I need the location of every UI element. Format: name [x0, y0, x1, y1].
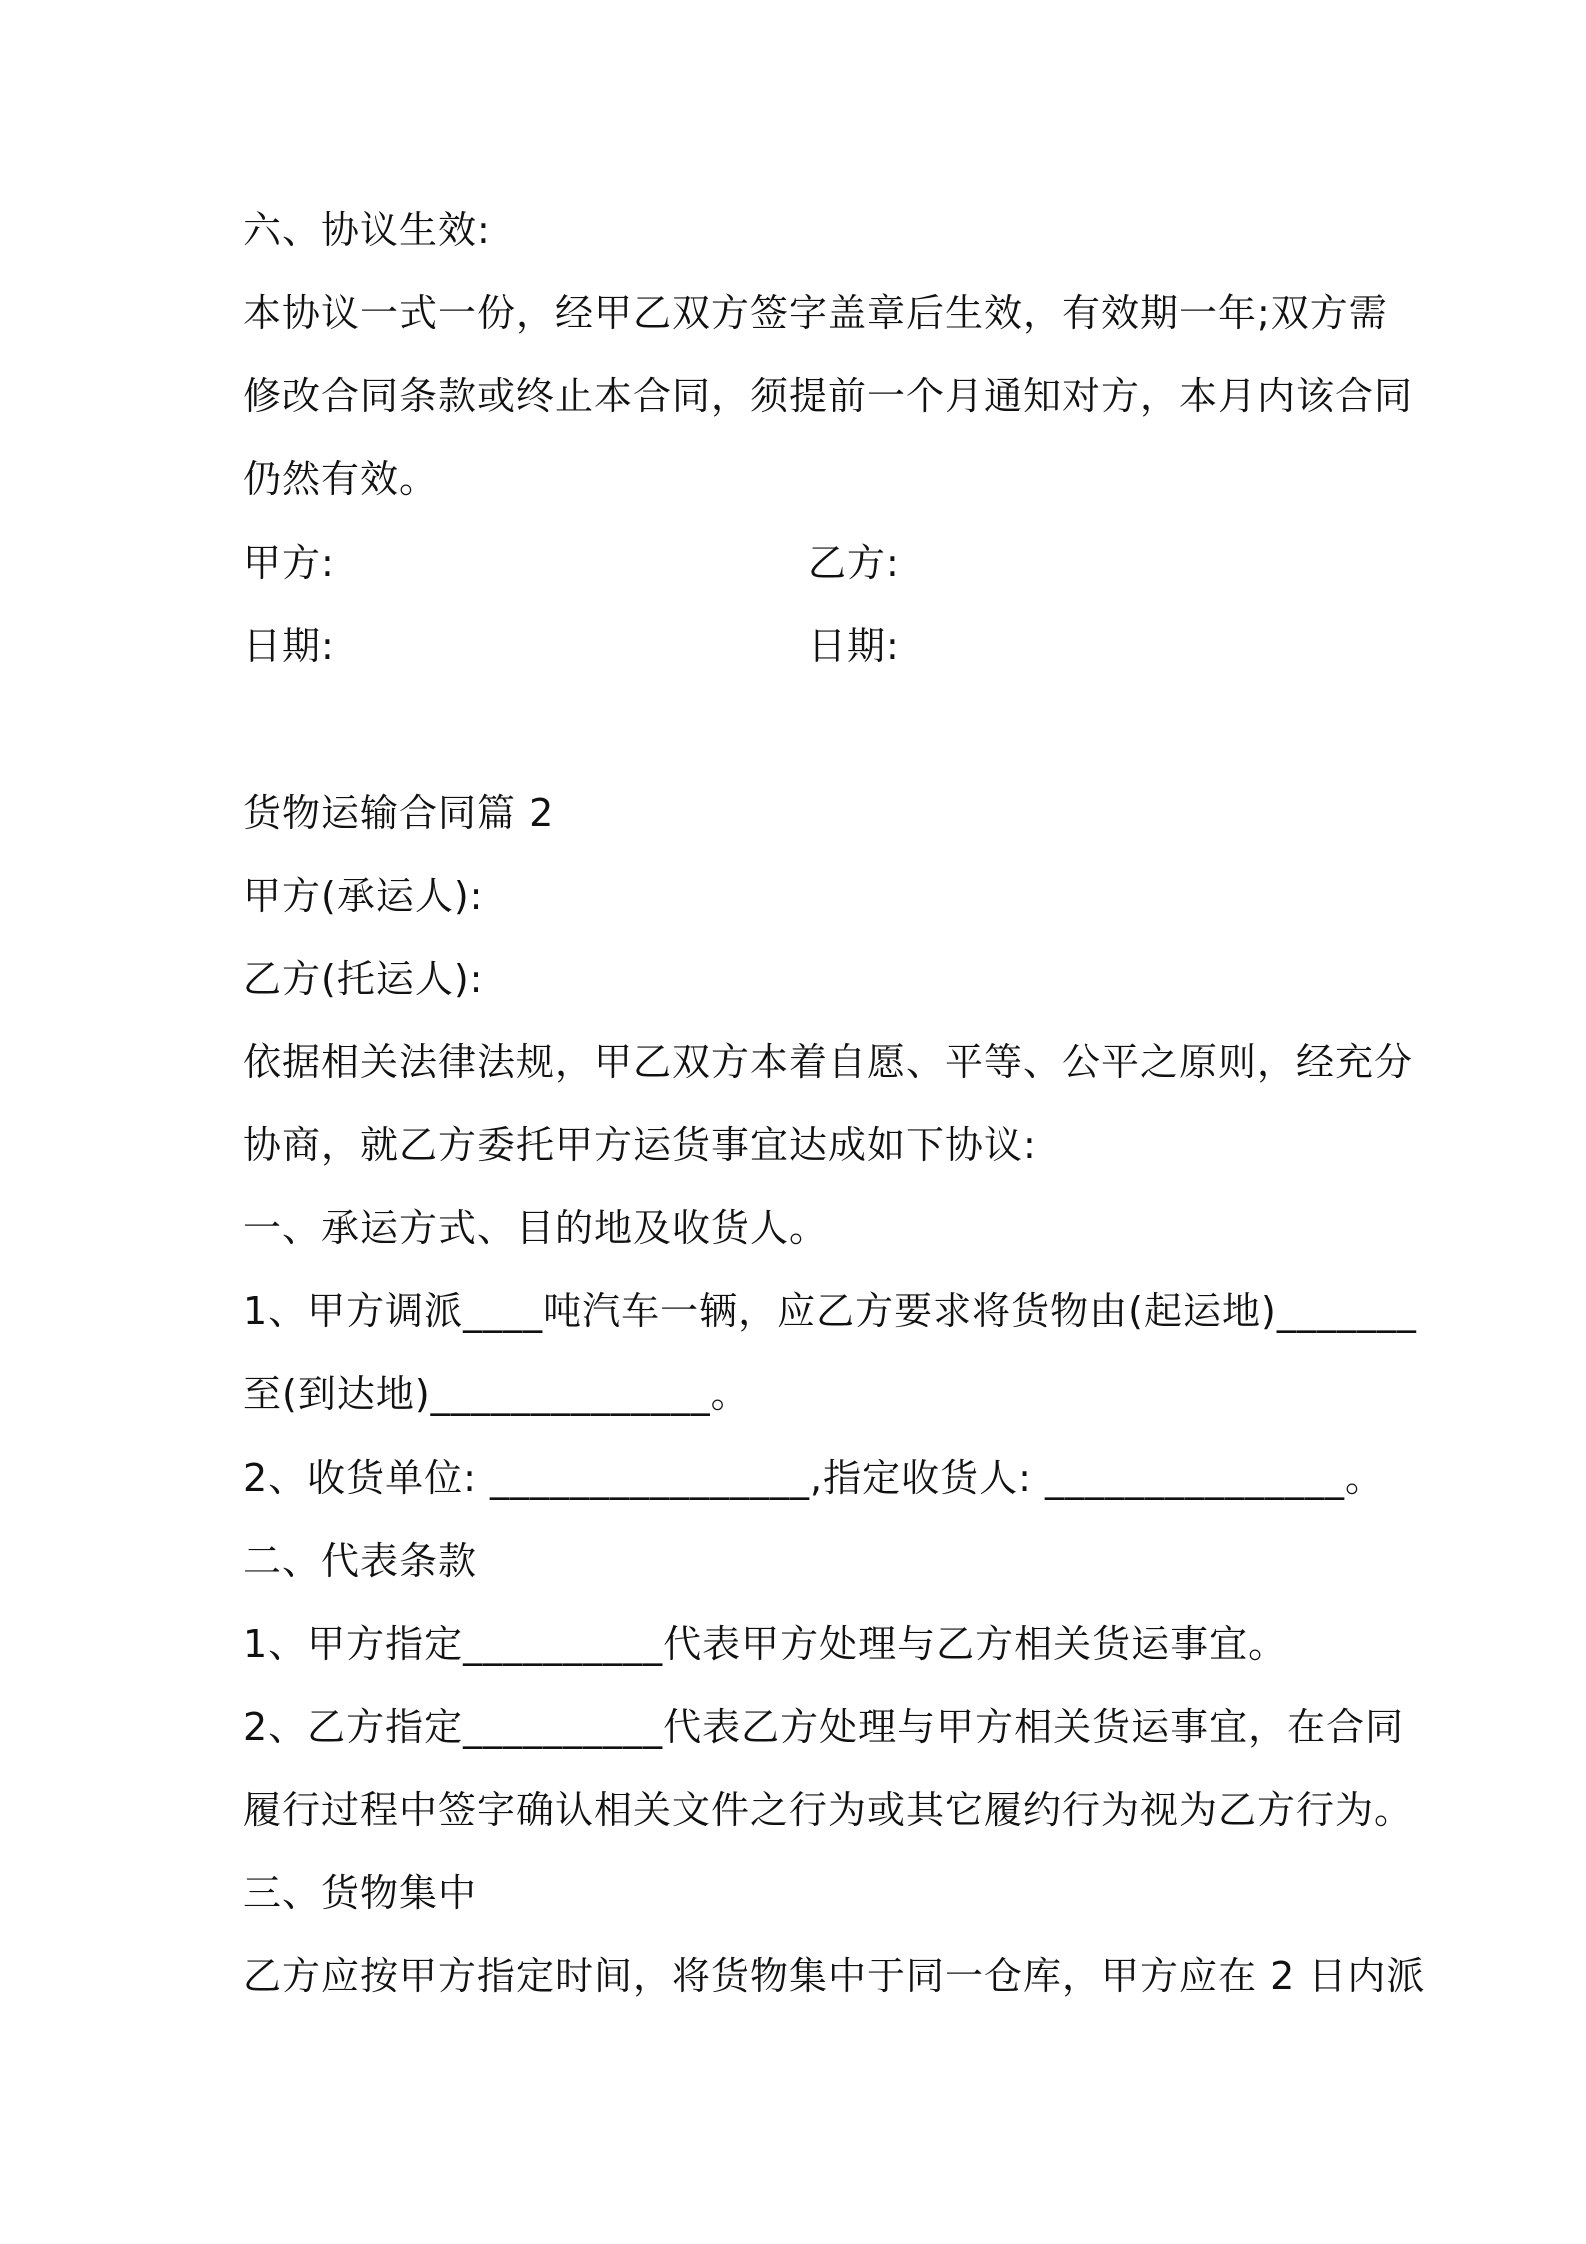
carrier-label: 甲方(承运人):	[243, 874, 484, 918]
party-a-date-label: 日期:	[243, 624, 335, 668]
paragraph-line: 乙方应按甲方指定时间，将货物集中于同一仓库，甲方应在 2 日内派	[243, 1954, 1426, 1998]
clause-line: 2、乙方指定__________代表乙方处理与甲方相关货运事宜，在合同	[243, 1705, 1405, 1749]
paragraph-line: 仍然有效。	[243, 457, 439, 501]
section-heading: 二、代表条款	[243, 1539, 478, 1583]
intro-line: 协商，就乙方委托甲方运货事宜达成如下协议:	[243, 1123, 1037, 1167]
paragraph-line: 本协议一式一份，经甲乙双方签字盖章后生效，有效期一年;双方需	[243, 291, 1388, 335]
party-a-signature-label: 甲方:	[243, 541, 335, 585]
clause-line: 2、收货单位: ________________,指定收货人: _______________。	[243, 1456, 1385, 1500]
clause-line: 1、甲方指定__________代表甲方处理与乙方相关货运事宜。	[243, 1622, 1288, 1666]
paragraph-line: 修改合同条款或终止本合同，须提前一个月通知对方，本月内该合同	[243, 374, 1414, 418]
intro-line: 依据相关法律法规，甲乙双方本着自愿、平等、公平之原则，经充分	[243, 1040, 1414, 1084]
contract-title: 货物运输合同篇 2	[243, 791, 555, 835]
section-heading: 六、协议生效:	[243, 208, 491, 252]
section-heading: 三、货物集中	[243, 1871, 478, 1915]
clause-line: 至(到达地)______________。	[243, 1372, 750, 1416]
shipper-label: 乙方(托运人):	[243, 957, 484, 1001]
section-heading: 一、承运方式、目的地及收货人。	[243, 1206, 829, 1250]
clause-line: 1、甲方调派____吨汽车一辆，应乙方要求将货物由(起运地)_______	[243, 1289, 1417, 1333]
party-b-signature-label: 乙方:	[808, 541, 900, 585]
party-b-date-label: 日期:	[808, 624, 900, 668]
clause-line: 履行过程中签字确认相关文件之行为或其它履约行为视为乙方行为。	[243, 1788, 1414, 1832]
